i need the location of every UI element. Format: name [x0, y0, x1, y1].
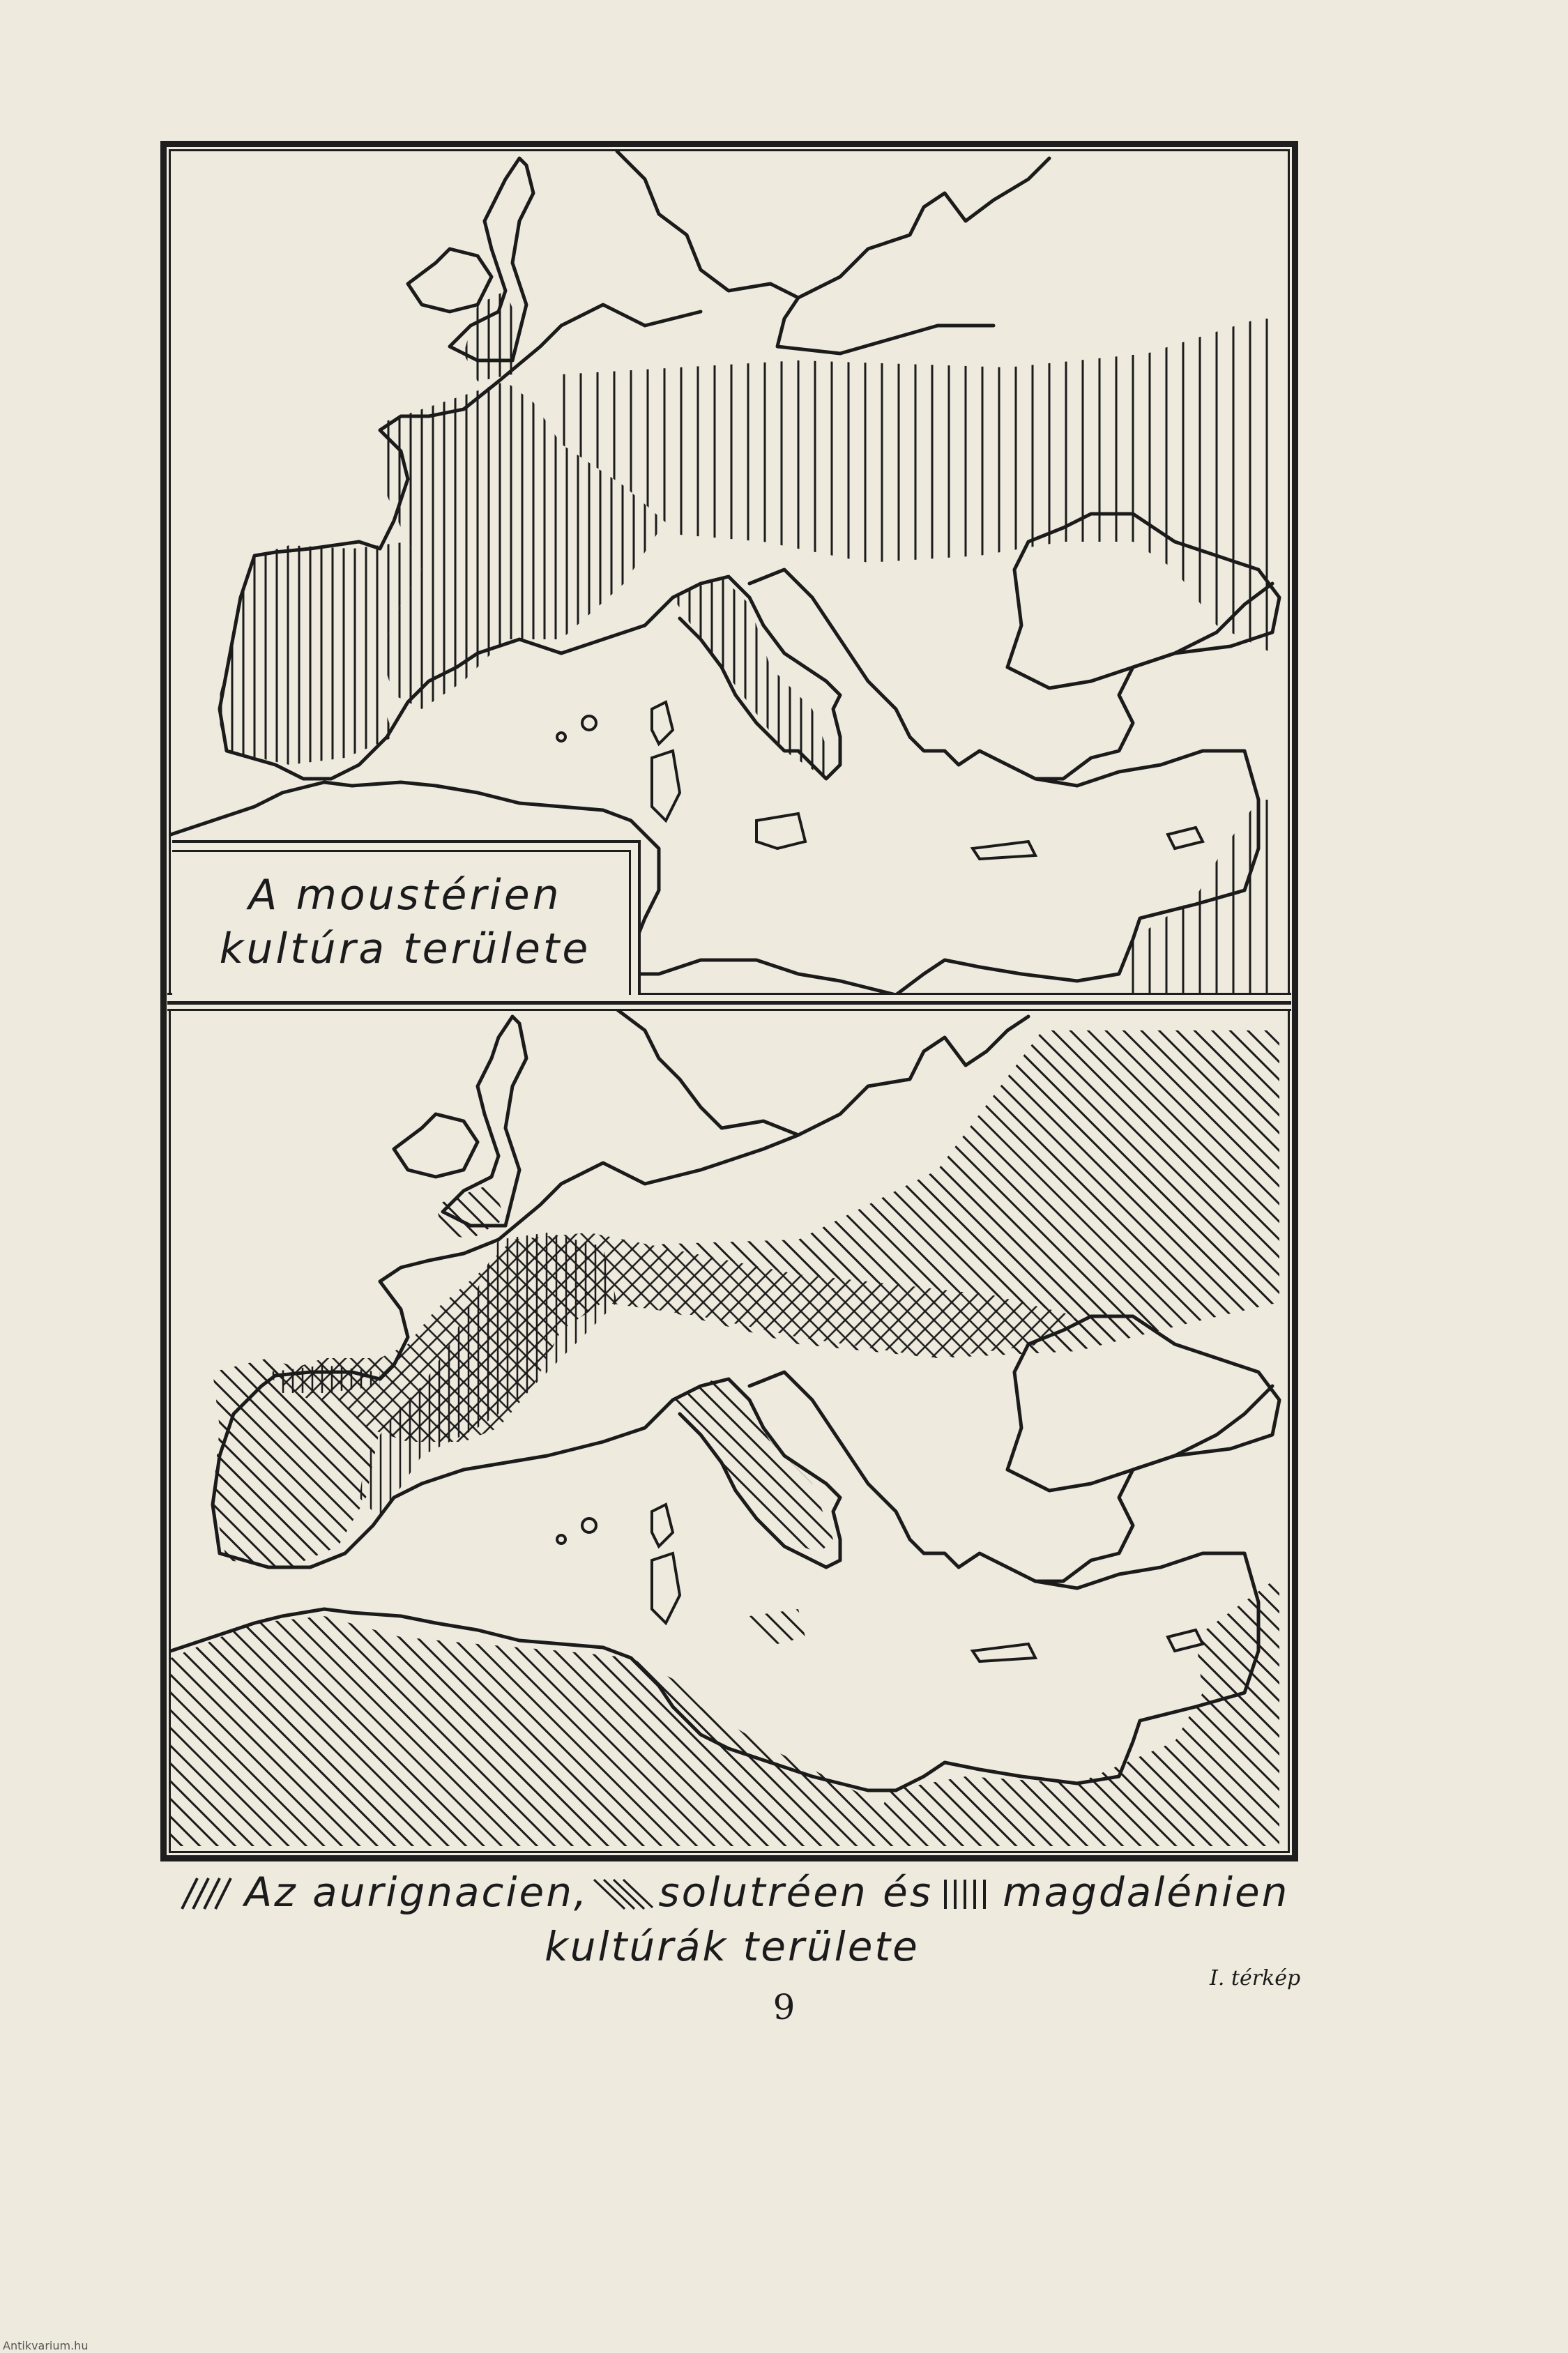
mousterian-title-line2: kultúra területe [219, 924, 591, 973]
mousterian-island-corsica [652, 702, 673, 744]
legend-solutreen-label: solutréen és [658, 1868, 934, 1916]
mousterian-coast-baltic [777, 298, 994, 353]
upper-paleolithic-map [171, 1010, 1288, 1850]
diagonal-hatch-icon [178, 1877, 242, 1910]
legend-caption-line2: kultúrák területe [545, 1923, 920, 1970]
aurignacien-area-north-africa [171, 1616, 910, 1846]
upper-island-crete [973, 1644, 1035, 1661]
map-number: I. térkép [1210, 1966, 1301, 1990]
mousterian-island-balearic-small [557, 733, 565, 741]
upper-coast-scandinavia [617, 1010, 1028, 1135]
mousterian-title-line1: A moustérien [248, 871, 562, 920]
mousterian-coast-adriatic-balkans [749, 570, 1272, 779]
vertical-hatch-icon [936, 1877, 1000, 1910]
mousterian-coast-scandinavia [617, 151, 1049, 298]
mousterian-island-sardinia [652, 751, 680, 821]
page-number: 9 [772, 1987, 796, 2027]
aurignacien-area-sicily [749, 1609, 805, 1644]
upper-coast-north-europe [498, 1135, 798, 1240]
upper-island-corsica [652, 1505, 673, 1546]
map-divider [167, 993, 1291, 1011]
upper-coast-ireland [394, 1114, 478, 1177]
mousterian-island-sicily [756, 814, 805, 848]
legend-aurignacien-label: Az aurignacien, [244, 1868, 589, 1916]
cross-hatch-icon [591, 1877, 655, 1910]
legend-caption [153, 1868, 1311, 1970]
legend-magdalenien-label: magdalénien [1003, 1868, 1290, 1916]
upper-island-sardinia [652, 1553, 680, 1623]
upper-island-balearic [582, 1518, 596, 1532]
upper-paleolithic-map-svg [171, 1010, 1288, 1850]
upper-coast-balkans [749, 1372, 1272, 1581]
mousterian-coast-ireland [408, 249, 492, 312]
mousterian-island-balearic [582, 716, 596, 730]
mousterian-island-cyprus [1168, 828, 1203, 848]
mousterian-island-crete [973, 842, 1035, 859]
mousterian-area-levant [1119, 800, 1279, 995]
upper-island-balearic-small [557, 1535, 565, 1544]
aurignacien-area-levant [868, 1581, 1279, 1846]
watermark: Antikvarium.hu [3, 2339, 89, 2352]
mousterian-title-box [172, 840, 641, 995]
